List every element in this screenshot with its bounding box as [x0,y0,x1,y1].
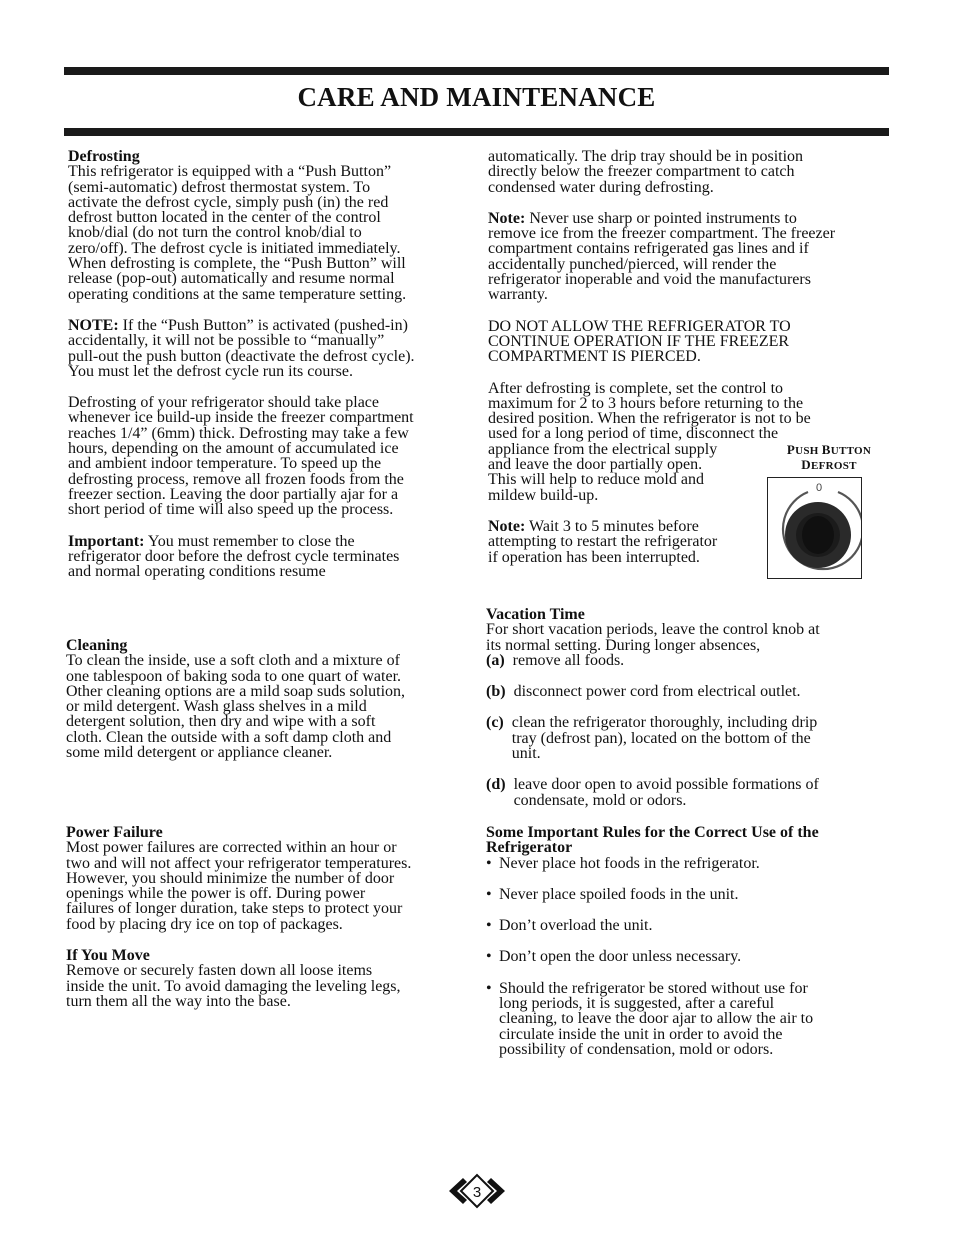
cleaning-heading: Cleaning [66,637,128,654]
text-line: attempting to restart the refrigerator [488,533,718,551]
text-line: circulate inside the unit in order to avoid the [499,1025,783,1043]
text-line: if operation has been interrupted. [488,548,700,566]
text-line: When defrosting is complete, the “Push Button” will [68,255,406,273]
text-line: condensed water during defrosting. [488,178,714,196]
bullet-item [486,887,891,902]
list-item-text [513,653,625,668]
text-line: Some Important Rules for the Correct Use of the [486,824,819,841]
bullet-item [486,918,891,933]
defrosting-paragraph-2 [68,395,473,517]
page-number-badge [449,1172,505,1210]
text-line: accidentally punched/pierced, will render the [488,255,777,273]
bullet-text [499,949,741,964]
text-line: and ambient indoor temperature. To speed up the [68,455,382,473]
page-title: CARE AND MAINTENANCE [297,82,656,112]
text-line: short period of time will also speed up the process. [68,501,394,519]
text-line: Never place hot foods in the refrigerator. [499,854,760,872]
text-line: However, you should minimize the number of door [66,869,395,887]
page-number: 3 [472,1184,482,1201]
text-line: one tablespoon of baking soda to one quart of water. [66,667,402,685]
text-line: reaches 1/4” (6mm) thick. Defrosting may take a few [68,424,409,442]
bullet-icon: • [486,917,492,935]
text-line: activate the defrost cycle, simply push (in) the red [68,193,389,211]
text-line: tray (defrost pan), located on the bottom of the [511,729,811,747]
note-label: Note: [488,209,526,227]
list-item [486,684,891,699]
text-line: condensate, mold or odors. [513,791,687,809]
text-line: After defrosting is complete, set the control to [488,379,784,397]
text-line: directly below the freezer compartment to catch [488,163,795,181]
text-line: failures of longer duration, take steps to protect your [66,900,403,918]
bullet-item [486,981,891,1057]
text-line: freezer section. Leaving the door partially ajar for a [68,485,399,503]
text-line: Never place spoiled foods in the unit. [499,885,739,903]
list-item-text [514,684,801,699]
text-line: and normal operating conditions resume [68,563,326,581]
if-you-move-text [66,963,471,1009]
bullet-item [486,949,891,964]
text-line: food by placing dry ice on top of packages. [66,915,343,933]
text-line: detergent solution, then dry and wipe with a soft [66,713,376,731]
text-line: Most power failures are corrected within an hour or [66,839,397,857]
note-text [488,210,835,303]
text-line: two and will not affect your refrigerator temperatures. [66,854,412,872]
text-line: Refrigerator [486,839,573,857]
power-failure-heading: Power Failure [66,824,163,841]
text-line: appliance from the electrical supply [488,440,718,458]
text-line: inside the unit. To avoid damaging the leveling legs, [66,977,401,995]
text-line: possibility of condensation, mold or odors. [499,1040,774,1058]
text-line: Don’t overload the unit. [499,917,653,935]
text-line: clean the refrigerator thoroughly, including drip [511,714,818,732]
text-line: refrigerator door before the defrost cycle terminates [68,547,400,565]
defrost-continued-text [488,149,893,195]
text-line: remove ice from the freezer compartment. The freezer [488,225,836,243]
text-line: pull-out the push button (deactivate the defrost cycle). [68,347,415,365]
bullet-icon: • [486,948,492,966]
bullet-text [499,887,739,902]
note-label: Note: [488,517,526,535]
text-line: release (pop-out) automatically and resume normal [68,270,395,288]
text-line: operating conditions at the same temperature setting. [68,285,407,303]
caption-line-1: PUSH BUTTON [786,442,872,457]
right-note [488,211,893,303]
text-line: Wait 3 to 5 minutes before [525,517,699,535]
note-text [68,317,415,380]
list-item-label: (d) [486,776,506,794]
list-item-text [512,715,818,761]
vacation-list [486,653,891,808]
vacation-section [486,607,891,808]
text-line: cleaning, to leave the door ajar to allow the air to [499,1010,814,1028]
defrosting-important [68,534,473,580]
text-line: CONTINUE OPERATION IF THE FREEZER [488,332,790,350]
caption-line-2: DEFROST [801,457,857,472]
text-line: defrosting process, remove all frozen foods from the [68,470,404,488]
vacation-heading: Vacation Time [486,606,585,623]
text-line: used for a long period of time, disconnect the [488,425,779,443]
cleaning-section [66,638,471,760]
text-line: For short vacation periods, leave the control knob at [486,621,820,639]
text-line: Don’t open the door unless necessary. [499,948,742,966]
figure-caption [768,443,890,473]
text-line: maximum for 2 to 3 hours before returning to the [488,394,804,412]
defrosting-section [68,149,473,579]
text-line: hours, depending on the amount of accumulated ice [68,440,399,458]
top-rule [64,67,889,75]
text-line: This refrigerator is equipped with a “Push Button” [68,163,392,181]
text-line: or mild detergent. Wash glass shelves in a mild [66,698,367,716]
text-line: and leave the door partially open. [488,456,703,474]
text-line: long periods, it is suggested, after a careful [499,995,775,1013]
text-line: knob/dial (do not turn the control knob/dial to [68,224,362,242]
text-line: disconnect power cord from electrical outlet. [513,683,801,701]
text-line: Never use sharp or pointed instruments to [525,209,797,227]
list-item [486,777,891,808]
text-line: desired position. When the refrigerator is not to be [488,410,811,428]
text-line: compartment contains refrigerated gas lines and if [488,240,809,258]
text-line: unit. [511,745,541,763]
text-line: leave door open to avoid possible formations of [513,776,819,794]
bullet-item [486,856,891,871]
important-label: Important: [68,532,145,550]
text-line: If the “Push Button” is activated (pushed-in) [118,316,408,334]
bullet-icon: • [486,979,492,997]
text-line: accidentally, it will not be possible to “manually” [68,332,385,350]
text-line: whenever ice build-up inside the freezer compartment [68,409,414,427]
bullet-icon: • [486,854,492,872]
rules-section [486,825,891,1057]
text-line: automatically. The drip tray should be in position [488,148,804,165]
text-line: (semi-automatic) defrost thermostat system. To [68,178,371,196]
text-line: remove all foods. [512,651,625,669]
text-line: some mild detergent or appliance cleaner. [66,744,333,762]
defrosting-paragraph [68,164,473,302]
list-item [486,715,891,761]
text-line: You must remember to close the [144,532,355,550]
power-failure-section [66,825,471,1009]
bullet-text [499,856,760,871]
text-line: warranty. [488,286,548,304]
vacation-intro [486,622,891,653]
list-item-label: (b) [486,683,506,701]
defrosting-note [68,318,473,379]
text-line: DO NOT ALLOW THE REFRIGERATOR TO [488,317,791,335]
bullet-text [499,981,813,1057]
text-line: Should the refrigerator be stored without use for [499,979,808,997]
text-line: mildew build-up. [488,486,599,504]
text-line: This will help to reduce mold and [488,471,704,489]
bullet-text [499,918,652,933]
text-line: defrost button located in the center of the control [68,209,381,227]
list-item-label: (c) [486,714,504,732]
control-knob-icon [768,478,861,578]
dial-zero-mark: 0 [815,482,823,494]
bullet-icon: • [486,885,492,903]
if-you-move-heading: If You Move [66,947,150,965]
text-line: refrigerator inoperable and void the manufacturers [488,271,811,289]
pierced-warning [488,319,893,365]
text-line: cloth. Clean the outside with a soft damp cloth and [66,728,392,746]
cleaning-text [66,653,471,760]
text-line: COMPARTMENT IS PIERCED. [488,348,701,366]
list-item-label: (a) [486,651,505,669]
text-line: Defrosting of your refrigerator should take place [68,394,379,412]
text-line: You must let the defrost cycle run its course. [68,362,353,380]
title-underline [64,128,889,136]
text-line: Other cleaning options are a mild soap suds solution, [66,682,406,700]
push-button-defrost-figure [767,477,862,579]
text-line: Remove or securely fasten down all loose items [66,962,373,980]
text-line: zero/off). The defrost cycle is initiated immediately. [68,239,401,257]
rules-list [486,856,891,1058]
text-line: turn them all the way into the base. [66,992,291,1010]
power-failure-text [66,840,471,932]
defrosting-heading: Defrosting [68,148,140,165]
text-line: To clean the inside, use a soft cloth and a mixture of [66,652,400,670]
text-line: openings while the power is off. During power [66,885,366,903]
text-line: its normal setting. During longer absences, [486,636,761,654]
list-item-text [514,777,819,808]
rules-heading [486,825,891,856]
note-label: NOTE: [68,316,119,334]
list-item [486,653,891,668]
